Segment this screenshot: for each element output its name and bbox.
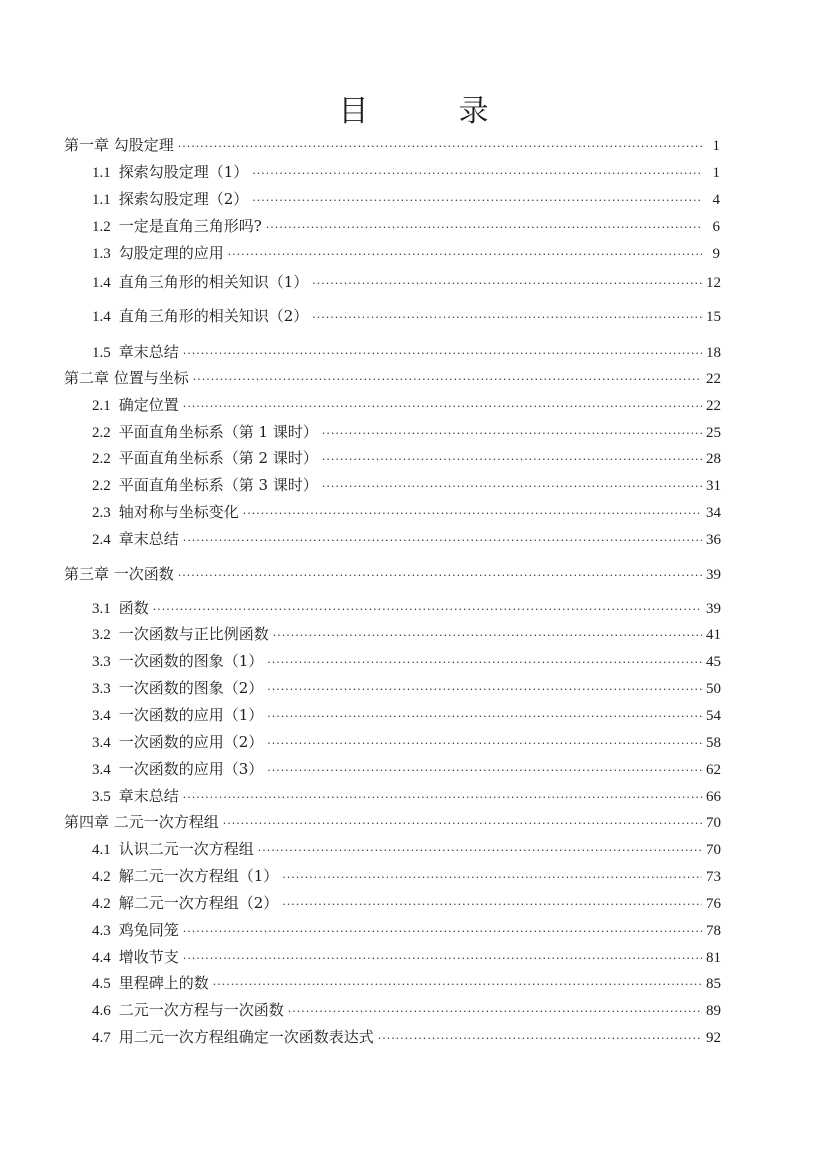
section-number: 1.4 bbox=[92, 309, 111, 325]
section-number: 3.4 bbox=[92, 708, 111, 724]
dot-leader bbox=[153, 598, 702, 622]
dot-leader bbox=[266, 216, 702, 240]
section-title: 直角三角形的相关知识（1） bbox=[118, 273, 309, 291]
page-number: 12 bbox=[706, 275, 721, 291]
dot-leader bbox=[178, 564, 702, 588]
toc-section[interactable] bbox=[92, 214, 720, 238]
section-title: 一定是直角三角形吗? bbox=[118, 217, 262, 235]
toc-section[interactable] bbox=[92, 945, 720, 969]
section-number: 1.3 bbox=[92, 246, 111, 262]
toc-section[interactable] bbox=[92, 393, 720, 417]
dot-leader bbox=[252, 162, 702, 186]
section-number: 2.2 bbox=[92, 451, 111, 467]
dot-leader bbox=[183, 529, 702, 553]
section-number: 4.3 bbox=[92, 923, 111, 939]
section-title: 二元一次方程与一次函数 bbox=[118, 1001, 284, 1019]
dot-leader bbox=[282, 893, 702, 917]
section-number: 2.3 bbox=[92, 505, 111, 521]
page-number: 18 bbox=[706, 345, 721, 361]
page-number: 76 bbox=[706, 896, 721, 912]
page-number: 45 bbox=[706, 654, 721, 670]
toc-section[interactable] bbox=[92, 527, 720, 551]
page-number: 1 bbox=[712, 165, 720, 181]
page-number: 70 bbox=[706, 842, 721, 858]
section-title: 用二元一次方程组确定一次函数表达式 bbox=[118, 1028, 374, 1046]
toc-section[interactable] bbox=[92, 500, 720, 524]
page-number: 81 bbox=[706, 950, 721, 966]
toc-section[interactable] bbox=[92, 649, 720, 673]
section-title: 函数 bbox=[118, 599, 149, 617]
section-title: 里程碑上的数 bbox=[118, 974, 209, 992]
dot-leader bbox=[183, 786, 702, 810]
section-title: 认识二元一次方程组 bbox=[118, 840, 254, 858]
section-number: 3.1 bbox=[92, 601, 111, 617]
dot-leader bbox=[223, 812, 702, 836]
toc-section[interactable] bbox=[92, 304, 720, 328]
page-number: 50 bbox=[706, 681, 721, 697]
toc-section[interactable] bbox=[92, 676, 720, 700]
page-number: 54 bbox=[706, 708, 721, 724]
section-number: 4.6 bbox=[92, 1003, 111, 1019]
toc-section[interactable] bbox=[92, 340, 720, 364]
toc-section[interactable] bbox=[92, 446, 720, 470]
section-title: 鸡兔同笼 bbox=[118, 921, 179, 939]
toc-section[interactable] bbox=[92, 757, 720, 781]
page-number: 62 bbox=[706, 762, 721, 778]
dot-leader bbox=[228, 243, 702, 267]
section-title: 一次函数的图象（2） bbox=[118, 679, 264, 697]
toc-section[interactable] bbox=[92, 241, 720, 265]
page-number: 15 bbox=[706, 309, 721, 325]
dot-leader bbox=[267, 759, 702, 783]
dot-leader bbox=[322, 475, 702, 499]
dot-leader bbox=[183, 342, 702, 366]
toc-chapter-2[interactable] bbox=[64, 366, 720, 390]
toc-section[interactable] bbox=[92, 1025, 720, 1049]
dot-leader bbox=[193, 368, 702, 392]
dot-leader bbox=[252, 189, 702, 213]
section-title: 勾股定理的应用 bbox=[118, 244, 224, 262]
section-number: 3.4 bbox=[92, 735, 111, 751]
page-number: 92 bbox=[706, 1030, 721, 1046]
toc-section[interactable] bbox=[92, 270, 720, 294]
toc-section[interactable] bbox=[92, 622, 720, 646]
dot-leader bbox=[378, 1027, 702, 1051]
dot-leader bbox=[267, 678, 702, 702]
dot-leader bbox=[243, 502, 702, 526]
page-number: 31 bbox=[706, 478, 721, 494]
section-number: 1.5 bbox=[92, 345, 111, 361]
toc-section[interactable] bbox=[92, 784, 720, 808]
section-number: 3.2 bbox=[92, 627, 111, 643]
dot-leader bbox=[183, 920, 702, 944]
toc-section[interactable] bbox=[92, 998, 720, 1022]
section-title: 章末总结 bbox=[118, 787, 179, 805]
toc-section[interactable] bbox=[92, 837, 720, 861]
section-number: 3.4 bbox=[92, 762, 111, 778]
section-title: 轴对称与坐标变化 bbox=[118, 503, 239, 521]
section-title: 平面直角坐标系（第 2 课时） bbox=[118, 449, 318, 467]
page-number: 89 bbox=[706, 1003, 721, 1019]
page-number: 85 bbox=[706, 976, 721, 992]
section-title: 一次函数的应用（2） bbox=[118, 733, 264, 751]
section-number: 2.1 bbox=[92, 398, 111, 414]
dot-leader bbox=[258, 839, 702, 863]
section-title: 解二元一次方程组（2） bbox=[118, 894, 279, 912]
page-number: 58 bbox=[706, 735, 721, 751]
section-number: 3.5 bbox=[92, 789, 111, 805]
page-number: 39 bbox=[706, 567, 721, 583]
section-number: 1.1 bbox=[92, 192, 111, 208]
dot-leader bbox=[288, 1000, 702, 1024]
page-number: 4 bbox=[712, 192, 720, 208]
section-title: 一次函数的图象（1） bbox=[118, 652, 264, 670]
section-title: 增收节支 bbox=[118, 948, 179, 966]
section-title: 一次函数的应用（1） bbox=[118, 706, 264, 724]
section-title: 探索勾股定理（2） bbox=[118, 190, 249, 208]
section-title: 一次函数与正比例函数 bbox=[118, 625, 269, 643]
section-number: 3.3 bbox=[92, 654, 111, 670]
toc-section[interactable] bbox=[92, 596, 720, 620]
chapter-label: 第二章 位置与坐标 bbox=[64, 369, 189, 387]
dot-leader bbox=[312, 272, 702, 296]
page-number: 73 bbox=[706, 869, 721, 885]
page-number: 39 bbox=[706, 601, 721, 617]
toc-section[interactable] bbox=[92, 971, 720, 995]
page-number: 22 bbox=[706, 398, 721, 414]
toc-chapter-4[interactable] bbox=[64, 810, 720, 834]
page-number: 70 bbox=[706, 815, 721, 831]
section-title: 平面直角坐标系（第 3 课时） bbox=[118, 476, 318, 494]
dot-leader bbox=[178, 135, 702, 159]
toc-section[interactable] bbox=[92, 160, 720, 184]
section-title: 确定位置 bbox=[118, 396, 179, 414]
toc-section[interactable] bbox=[92, 187, 720, 211]
dot-leader bbox=[282, 866, 702, 890]
section-title: 章末总结 bbox=[118, 343, 179, 361]
page-number: 22 bbox=[706, 371, 721, 387]
section-number: 1.4 bbox=[92, 275, 111, 291]
page-number: 1 bbox=[712, 138, 720, 154]
section-number: 4.2 bbox=[92, 896, 111, 912]
page-number: 36 bbox=[706, 532, 721, 548]
page-number: 78 bbox=[706, 923, 721, 939]
dot-leader bbox=[183, 395, 702, 419]
dot-leader bbox=[322, 448, 702, 472]
toc-section[interactable] bbox=[92, 918, 720, 942]
page-number: 6 bbox=[712, 219, 720, 235]
section-number: 4.4 bbox=[92, 950, 111, 966]
section-number: 1.1 bbox=[92, 165, 111, 181]
toc-section[interactable] bbox=[92, 420, 720, 444]
page-number: 9 bbox=[712, 246, 720, 262]
section-number: 1.2 bbox=[92, 219, 111, 235]
toc-chapter-1[interactable] bbox=[64, 133, 720, 157]
toc-section[interactable] bbox=[92, 703, 720, 727]
chapter-label: 第四章 二元一次方程组 bbox=[64, 813, 219, 831]
page-title: 目 录 bbox=[338, 94, 519, 129]
page-number: 41 bbox=[706, 627, 721, 643]
dot-leader bbox=[183, 947, 702, 971]
section-number: 3.3 bbox=[92, 681, 111, 697]
chapter-label: 第三章 一次函数 bbox=[64, 565, 174, 583]
dot-leader bbox=[267, 651, 702, 675]
section-number: 4.1 bbox=[92, 842, 111, 858]
dot-leader bbox=[267, 705, 702, 729]
dot-leader bbox=[312, 306, 702, 330]
page-number: 25 bbox=[706, 425, 721, 441]
dot-leader bbox=[213, 973, 702, 997]
toc-section[interactable] bbox=[92, 730, 720, 754]
section-title: 章末总结 bbox=[118, 530, 179, 548]
section-number: 2.2 bbox=[92, 425, 111, 441]
section-number: 4.2 bbox=[92, 869, 111, 885]
dot-leader bbox=[273, 624, 702, 648]
dot-leader bbox=[267, 732, 702, 756]
dot-leader bbox=[322, 422, 702, 446]
chapter-label: 第一章 勾股定理 bbox=[64, 136, 174, 154]
section-title: 平面直角坐标系（第 1 课时） bbox=[118, 423, 318, 441]
section-title: 直角三角形的相关知识（2） bbox=[118, 307, 309, 325]
section-number: 4.5 bbox=[92, 976, 111, 992]
section-title: 解二元一次方程组（1） bbox=[118, 867, 279, 885]
toc-chapter-3[interactable] bbox=[64, 562, 720, 586]
section-title: 一次函数的应用（3） bbox=[118, 760, 264, 778]
page-number: 34 bbox=[706, 505, 721, 521]
page-number: 28 bbox=[706, 451, 721, 467]
toc-section[interactable] bbox=[92, 473, 720, 497]
section-number: 2.2 bbox=[92, 478, 111, 494]
section-number: 4.7 bbox=[92, 1030, 111, 1046]
toc-section[interactable] bbox=[92, 864, 720, 888]
toc-section[interactable] bbox=[92, 891, 720, 915]
section-number: 2.4 bbox=[92, 532, 111, 548]
page-number: 66 bbox=[706, 789, 721, 805]
section-title: 探索勾股定理（1） bbox=[118, 163, 249, 181]
